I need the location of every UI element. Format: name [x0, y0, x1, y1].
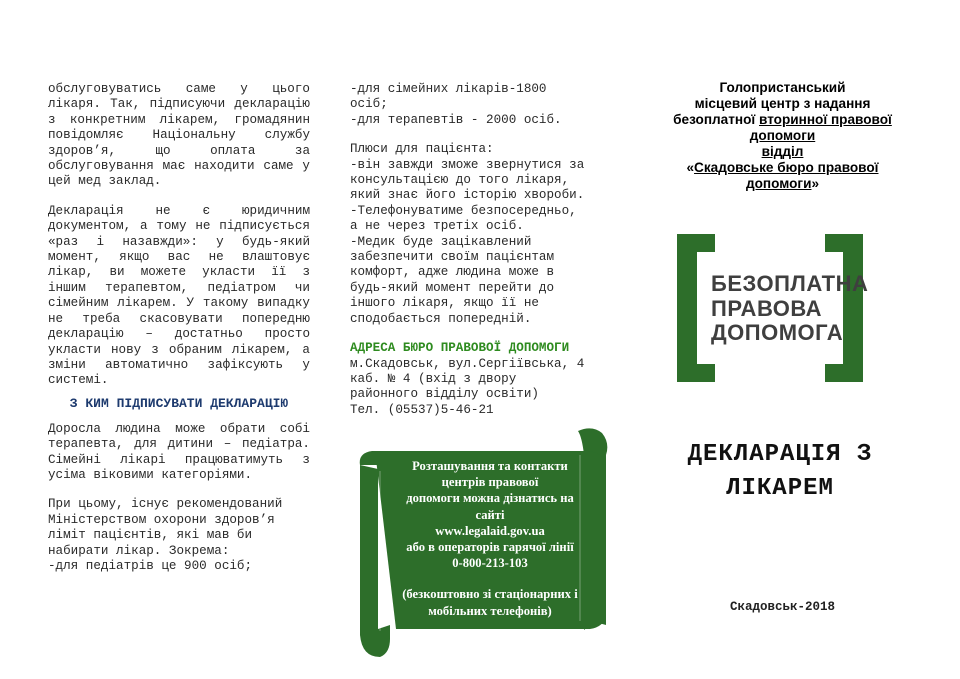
website-link[interactable]: www.legalaid.gov.ua — [435, 523, 545, 538]
org-line: місцевий центр з надання — [694, 96, 871, 111]
scroll-line: сайті — [475, 507, 505, 522]
logo-line: ДОПОМОГА — [711, 320, 844, 345]
logo-text — [711, 272, 868, 346]
scroll-line: допомоги можна дізнатись на — [406, 491, 574, 506]
scroll-line: (безкоштовно зі стаціонарних і — [402, 587, 578, 602]
logo-line: ПРАВОВА — [711, 295, 823, 321]
title-line: ДЕКЛАРАЦІЯ З — [687, 441, 873, 468]
address-text: м.Скадовськ, вул.Сергіївська, 4 каб. № 4 (вхід з двору районного відділу освіти) Тел. (05537)5-46-21 — [350, 356, 585, 417]
org-line: «Скадовське бюро правової — [686, 160, 879, 175]
paragraph-intro: обслуговуватись саме у цього лікаря. Так, підписуючи декларацію з конкретним лікарем, громадянин повідомляє Національну службу здоров’я, що оплата за обслуговування має находити саме у цей мед заклад. — [48, 82, 310, 189]
org-line: відділ — [761, 144, 804, 159]
logo-line: БЕЗОПЛАТНА — [711, 271, 869, 296]
paragraph-declaration-info: Декларація не є юридичним документом, а тому не підписується «раз і назавжди»: у будь-який момент, якщо вас не влаштовує лікар, ви можете укласти її з іншим терапевтом, педіатром чи сімейним лікарем. У такому випадку не треба скасовувати попередню декларацію – достатньо просто укласти нову з обраним лікарем, а зміни автоматично зафіксують у системі. — [48, 203, 310, 388]
org-line: безоплатної вторинної правової — [673, 112, 892, 127]
scroll-line: Розташування та контакти — [412, 459, 568, 473]
paragraph-patient-pluses: Плюси для пацієнта: -він завжди зможе звернутися за консультацією до того лікаря, який знає його історію хвороби. -Телефонуватиме безпосередньо, а не через третіх осіб. -Медик буде зацікавлений забезпечити своїм пацієнтам комфорт, адже людина може в будь-який момент перейти до іншого лікаря, якщо її не сподобається попередній. — [350, 142, 585, 326]
paragraph-who-choose: Доросла людина може обрати собі терапевта, для дитини – педіатра. Сімейні лікарі працюватимуть з усіма віковими категоріями. — [48, 421, 310, 482]
paragraph-patient-limit: При цьому, існує рекомендований Міністерством охорони здоров’я ліміт пацієнтів, які мав би набирати лікар. Зокрема: -для педіатрів це 900 осіб; — [48, 497, 283, 573]
section-heading-who-to-sign: З КИМ ПІДПИСУВАТИ ДЕКЛАРАЦІЮ — [69, 395, 289, 411]
column-left — [48, 82, 310, 574]
title-line: ЛІКАРЕМ — [726, 475, 834, 502]
paragraph-limits: -для сімейних лікарів-1800 осіб; -для терапевтів - 2000 осіб. — [350, 82, 562, 127]
hotline-number: 0-800-213-103 — [452, 556, 528, 571]
scroll-line: або в операторів гарячої лінії — [406, 540, 574, 555]
org-line: допомоги — [749, 128, 816, 143]
org-line: Голопристанський — [719, 80, 846, 95]
column-middle — [350, 82, 612, 418]
scroll-line: центрів правової — [441, 475, 539, 490]
scroll-line: мобільних телефонів) — [428, 603, 552, 618]
address-heading: АДРЕСА БЮРО ПРАВОВОЇ ДОПОМОГИ — [350, 341, 570, 356]
organization-header — [645, 80, 920, 192]
scroll-text — [384, 458, 596, 619]
brochure-title — [660, 438, 900, 506]
org-line: допомоги» — [745, 176, 820, 191]
city-year: Скадовськ-2018 — [729, 600, 836, 614]
